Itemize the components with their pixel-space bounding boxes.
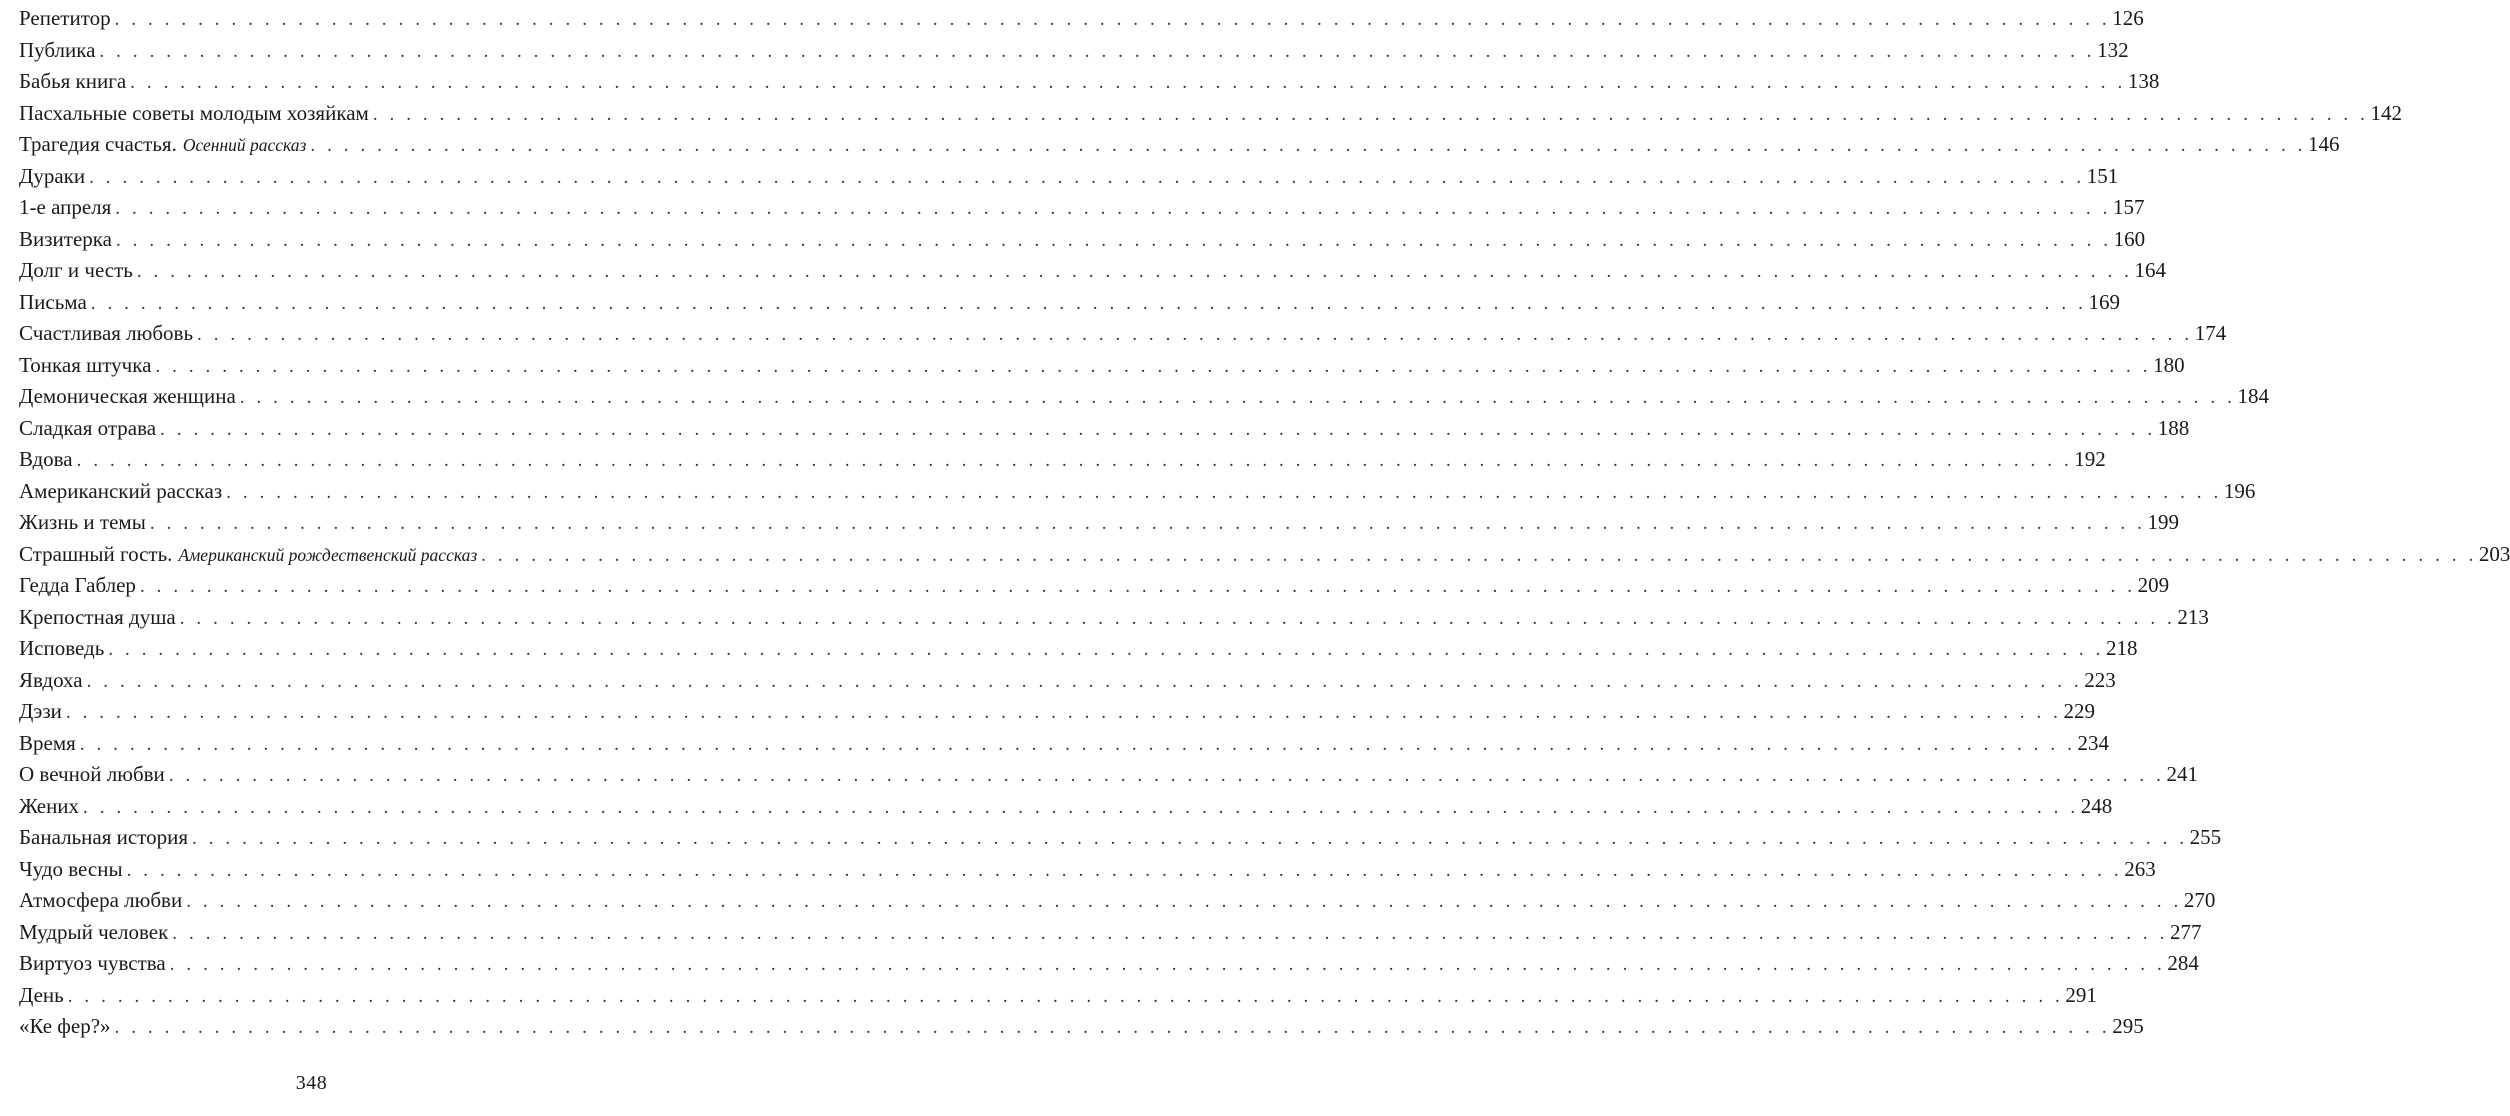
dot-leader: . . . . . . . . . . . . . . . . . . . . . . . . . . . . . . . . . . . . . . . . . . . . . . . . . . . . . . . . . . . . . . . . . . . . . . . . . . . . . . . . . . . . . . . . . . . . . . . . . . . . . . . . . . . . . . . . . . . . . . . . [115, 198, 2111, 219]
toc-entry [19, 539, 2510, 571]
toc-entry [19, 1011, 2144, 1043]
toc-entry [19, 66, 2160, 98]
dot-leader: . . . . . . . . . . . . . . . . . . . . . . . . . . . . . . . . . . . . . . . . . . . . . . . . . . . . . . . . . . . . . . . . . . . . . . . . . . . . . . . . . . . . . . . . . . . . . . . . . . . . . . . . . . . . . . . . . . . . . . . . [226, 481, 2222, 503]
toc-entry [19, 350, 2185, 382]
toc-entry-title: Репетитор [19, 6, 111, 30]
toc-entry-page: 229 [2063, 699, 2096, 723]
toc-entry-page: 241 [2166, 762, 2198, 786]
toc-entry-page: 209 [2137, 573, 2170, 597]
toc-entry-title: Гедда Габлер [19, 573, 136, 597]
toc-entry [19, 192, 2145, 224]
toc-entry-title: Бабья книга [19, 69, 127, 93]
toc-entry-page: 284 [2167, 951, 2199, 975]
toc-entry-title: Исповедь [19, 636, 105, 660]
dot-leader: . . . . . . . . . . . . . . . . . . . . . . . . . . . . . . . . . . . . . . . . . . . . . . . . . . . . . . . . . . . . . . . . . . . . . . . . . . . . . . . . . . . . . . . . . . . . . . . . . . . . . . . . . . . . . . . . . . . . . . . . [139, 576, 2136, 597]
toc-entry [19, 759, 2198, 791]
dot-leader: . . . . . . . . . . . . . . . . . . . . . . . . . . . . . . . . . . . . . . . . . . . . . . . . . . . . . . . . . . . . . . . . . . . . . . . . . . . . . . . . . . . . . . . . . . . . . . . . . . . . . . . . . . . . . . . . . . . . . . . . [114, 9, 2111, 30]
dot-leader: . . . . . . . . . . . . . . . . . . . . . . . . . . . . . . . . . . . . . . . . . . . . . . . . . . . . . . . . . . . . . . . . . . . . . . . . . . . . . . . . . . . . . . . . . . . . . . . . . . . . . . . . . . . . . . . . . . . . . . . . [136, 261, 2133, 282]
toc-entry-title: Жизнь и темы [19, 510, 146, 534]
dot-leader: . . . . . . . . . . . . . . . . . . . . . . . . . . . . . . . . . . . . . . . . . . . . . . . . . . . . . . . . . . . . . . . . . . . . . . . . . . . . . . . . . . . . . . . . . . . . . . . . . . . . . . . . . . . . . . . . . . . . . . . . [481, 544, 2477, 566]
toc-entry-page: 223 [2084, 667, 2116, 692]
toc-entry [19, 854, 2156, 886]
toc-entry-title: Дэзи [19, 699, 62, 723]
toc-entry-title: 1-е апреля [19, 195, 112, 219]
dot-leader: . . . . . . . . . . . . . . . . . . . . . . . . . . . . . . . . . . . . . . . . . . . . . . . . . . . . . . . . . . . . . . . . . . . . . . . . . . . . . . . . . . . . . . . . . . . . . . . . . . . . . . . . . . . . . . . . . . . . . . . . [169, 954, 2166, 975]
toc-entry [19, 98, 2402, 130]
toc-entry-title: Трагедия счастья. [19, 132, 177, 156]
dot-leader: . . . . . . . . . . . . . . . . . . . . . . . . . . . . . . . . . . . . . . . . . . . . . . . . . . . . . . . . . . . . . . . . . . . . . . . . . . . . . . . . . . . . . . . . . . . . . . . . . . . . . . . . . . . . . . . . . . . . . . . . [76, 450, 2073, 471]
dot-leader: . . . . . . . . . . . . . . . . . . . . . . . . . . . . . . . . . . . . . . . . . . . . . . . . . . . . . . . . . . . . . . . . . . . . . . . . . . . . . . . . . . . . . . . . . . . . . . . . . . . . . . . . . . . . . . . . . . . . . . . . [126, 859, 2123, 881]
toc-entry [19, 728, 2109, 760]
toc-entry-page: 184 [2237, 384, 2269, 408]
toc-entry-page: 295 [2112, 1014, 2144, 1038]
toc-entry-page: 157 [2112, 195, 2145, 219]
toc-entry [19, 318, 2227, 350]
dot-leader: . . . . . . . . . . . . . . . . . . . . . . . . . . . . . . . . . . . . . . . . . . . . . . . . . . . . . . . . . . . . . . . . . . . . . . . . . . . . . . . . . . . . . . . . . . . . . . . . . . . . . . . . . . . . . . . . . . . . . . . . [79, 733, 2076, 755]
dot-leader: . . . . . . . . . . . . . . . . . . . . . . . . . . . . . . . . . . . . . . . . . . . . . . . . . . . . . . . . . . . . . . . . . . . . . . . . . . . . . . . . . . . . . . . . . . . . . . . . . . . . . . . . . . . . . . . . . . . . . . . . [197, 324, 2193, 345]
dot-leader: . . . . . . . . . . . . . . . . . . . . . . . . . . . . . . . . . . . . . . . . . . . . . . . . . . . . . . . . . . . . . . . . . . . . . . . . . . . . . . . . . . . . . . . . . . . . . . . . . . . . . . . . . . . . . . . . . . . . . . . . [67, 985, 2064, 1007]
dot-leader: . . . . . . . . . . . . . . . . . . . . . . . . . . . . . . . . . . . . . . . . . . . . . . . . . . . . . . . . . . . . . . . . . . . . . . . . . . . . . . . . . . . . . . . . . . . . . . . . . . . . . . . . . . . . . . . . . . . . . . . . [310, 135, 2307, 156]
toc-entry-page: 196 [2223, 478, 2256, 503]
toc-entry-page: 248 [2080, 793, 2113, 818]
toc-entry-title: Вдова [19, 447, 73, 471]
toc-entry-page: 169 [2088, 289, 2120, 314]
toc-entry [19, 129, 2340, 161]
toc-entry-title: Демоническая женщина [19, 384, 236, 408]
dot-leader: . . . . . . . . . . . . . . . . . . . . . . . . . . . . . . . . . . . . . . . . . . . . . . . . . . . . . . . . . . . . . . . . . . . . . . . . . . . . . . . . . . . . . . . . . . . . . . . . . . . . . . . . . . . . . . . . . . . . . . . . [192, 828, 2188, 849]
toc-entry-page: 142 [2370, 100, 2402, 125]
dot-leader: . . . . . . . . . . . . . . . . . . . . . . . . . . . . . . . . . . . . . . . . . . . . . . . . . . . . . . . . . . . . . . . . . . . . . . . . . . . . . . . . . . . . . . . . . . . . . . . . . . . . . . . . . . . . . . . . . . . . . . . . [239, 387, 2236, 408]
toc-entry [19, 822, 2222, 854]
toc-entry-title: Виртуоз чувства [19, 951, 166, 975]
toc-entry [19, 444, 2106, 476]
toc-entry-page: 126 [2112, 6, 2144, 30]
dot-leader: . . . . . . . . . . . . . . . . . . . . . . . . . . . . . . . . . . . . . . . . . . . . . . . . . . . . . . . . . . . . . . . . . . . . . . . . . . . . . . . . . . . . . . . . . . . . . . . . . . . . . . . . . . . . . . . . . . . . . . . . [99, 40, 2096, 62]
toc-entry-subtitle: Американский рождественский рассказ [178, 544, 478, 565]
toc-entry-title: Крепостная душа [19, 604, 176, 629]
toc-entry-page: 192 [2074, 447, 2106, 471]
toc-entry-title: День [19, 982, 64, 1007]
dot-leader: . . . . . . . . . . . . . . . . . . . . . . . . . . . . . . . . . . . . . . . . . . . . . . . . . . . . . . . . . . . . . . . . . . . . . . . . . . . . . . . . . . . . . . . . . . . . . . . . . . . . . . . . . . . . . . . . . . . . . . . . [65, 702, 2062, 723]
dot-leader: . . . . . . . . . . . . . . . . . . . . . . . . . . . . . . . . . . . . . . . . . . . . . . . . . . . . . . . . . . . . . . . . . . . . . . . . . . . . . . . . . . . . . . . . . . . . . . . . . . . . . . . . . . . . . . . . . . . . . . . . [155, 355, 2152, 377]
toc-entry-page: 263 [2124, 856, 2156, 881]
toc-entry-page: 270 [2183, 888, 2216, 912]
toc-entry-page: 151 [2086, 163, 2119, 188]
table-of-contents [19, 3, 2510, 1043]
dot-leader: . . . . . . . . . . . . . . . . . . . . . . . . . . . . . . . . . . . . . . . . . . . . . . . . . . . . . . . . . . . . . . . . . . . . . . . . . . . . . . . . . . . . . . . . . . . . . . . . . . . . . . . . . . . . . . . . . . . . . . . . [89, 166, 2085, 188]
page-number: 348 [295, 1072, 328, 1094]
toc-entry-title: Время [19, 730, 76, 755]
toc-entry-page: 291 [2065, 982, 2097, 1007]
toc-entry-page: 234 [2077, 730, 2109, 755]
toc-entry-title: Публика [19, 37, 96, 62]
dot-leader: . . . . . . . . . . . . . . . . . . . . . . . . . . . . . . . . . . . . . . . . . . . . . . . . . . . . . . . . . . . . . . . . . . . . . . . . . . . . . . . . . . . . . . . . . . . . . . . . . . . . . . . . . . . . . . . . . . . . . . . . [108, 639, 2104, 660]
toc-entry [19, 980, 2097, 1012]
toc-entry [19, 602, 2209, 634]
toc-entry [19, 696, 2096, 728]
toc-entry-title: Мудрый человек [19, 919, 169, 944]
toc-entry [19, 381, 2269, 413]
toc-entry-title: Сладкая отрава [19, 415, 157, 440]
toc-entry-page: 138 [2127, 69, 2160, 93]
toc-entry-page: 160 [2113, 226, 2146, 251]
toc-entry-title: Визитерка [19, 226, 112, 251]
toc-entry-page: 146 [2308, 132, 2340, 156]
toc-entry [19, 3, 2144, 35]
toc-entry-title: О вечной любви [19, 762, 165, 786]
dot-leader: . . . . . . . . . . . . . . . . . . . . . . . . . . . . . . . . . . . . . . . . . . . . . . . . . . . . . . . . . . . . . . . . . . . . . . . . . . . . . . . . . . . . . . . . . . . . . . . . . . . . . . . . . . . . . . . . . . . . . . . . [83, 796, 2079, 818]
toc-entry [19, 885, 2216, 917]
toc-entry-subtitle: Осенний рассказ [182, 135, 307, 155]
toc-entry-page: 180 [2153, 352, 2185, 377]
toc-entry [19, 665, 2116, 697]
dot-leader: . . . . . . . . . . . . . . . . . . . . . . . . . . . . . . . . . . . . . . . . . . . . . . . . . . . . . . . . . . . . . . . . . . . . . . . . . . . . . . . . . . . . . . . . . . . . . . . . . . . . . . . . . . . . . . . . . . . . . . . . [86, 670, 2083, 692]
toc-entry-title: Тонкая штучка [19, 352, 152, 377]
toc-entry [19, 161, 2119, 193]
dot-leader: . . . . . . . . . . . . . . . . . . . . . . . . . . . . . . . . . . . . . . . . . . . . . . . . . . . . . . . . . . . . . . . . . . . . . . . . . . . . . . . . . . . . . . . . . . . . . . . . . . . . . . . . . . . . . . . . . . . . . . . . [168, 765, 2165, 786]
dot-leader: . . . . . . . . . . . . . . . . . . . . . . . . . . . . . . . . . . . . . . . . . . . . . . . . . . . . . . . . . . . . . . . . . . . . . . . . . . . . . . . . . . . . . . . . . . . . . . . . . . . . . . . . . . . . . . . . . . . . . . . . [149, 513, 2146, 534]
toc-entry [19, 570, 2170, 602]
toc-entry-title: Банальная история [19, 825, 189, 849]
toc-entry-title: Жених [19, 793, 80, 818]
toc-entry-page: 188 [2157, 415, 2190, 440]
dot-leader: . . . . . . . . . . . . . . . . . . . . . . . . . . . . . . . . . . . . . . . . . . . . . . . . . . . . . . . . . . . . . . . . . . . . . . . . . . . . . . . . . . . . . . . . . . . . . . . . . . . . . . . . . . . . . . . . . . . . . . . . [179, 607, 2176, 629]
dot-leader: . . . . . . . . . . . . . . . . . . . . . . . . . . . . . . . . . . . . . . . . . . . . . . . . . . . . . . . . . . . . . . . . . . . . . . . . . . . . . . . . . . . . . . . . . . . . . . . . . . . . . . . . . . . . . . . . . . . . . . . . [90, 292, 2087, 314]
toc-entry-page: 213 [2177, 604, 2209, 629]
toc-entry [19, 255, 2167, 287]
toc-entry [19, 224, 2146, 256]
toc-entry-page: 174 [2194, 321, 2227, 345]
toc-entry-page: 203 [2478, 541, 2510, 566]
toc-entry-page: 164 [2134, 258, 2167, 282]
dot-leader: . . . . . . . . . . . . . . . . . . . . . . . . . . . . . . . . . . . . . . . . . . . . . . . . . . . . . . . . . . . . . . . . . . . . . . . . . . . . . . . . . . . . . . . . . . . . . . . . . . . . . . . . . . . . . . . . . . . . . . . . [160, 418, 2156, 440]
toc-entry [19, 791, 2113, 823]
dot-leader: . . . . . . . . . . . . . . . . . . . . . . . . . . . . . . . . . . . . . . . . . . . . . . . . . . . . . . . . . . . . . . . . . . . . . . . . . . . . . . . . . . . . . . . . . . . . . . . . . . . . . . . . . . . . . . . . . . . . . . . . [186, 891, 2182, 912]
toc-entry-title: Американский рассказ [19, 478, 223, 503]
toc-entry-page: 199 [2147, 510, 2179, 534]
dot-leader: . . . . . . . . . . . . . . . . . . . . . . . . . . . . . . . . . . . . . . . . . . . . . . . . . . . . . . . . . . . . . . . . . . . . . . . . . . . . . . . . . . . . . . . . . . . . . . . . . . . . . . . . . . . . . . . . . . . . . . . . [172, 922, 2168, 944]
toc-entry [19, 35, 2129, 67]
toc-entry-page: 132 [2097, 37, 2129, 62]
toc-entry-title: Счастливая любовь [19, 321, 194, 345]
toc-entry-title: Дураки [19, 163, 86, 188]
dot-leader: . . . . . . . . . . . . . . . . . . . . . . . . . . . . . . . . . . . . . . . . . . . . . . . . . . . . . . . . . . . . . . . . . . . . . . . . . . . . . . . . . . . . . . . . . . . . . . . . . . . . . . . . . . . . . . . . . . . . . . . . [130, 72, 2126, 93]
toc-entry [19, 948, 2199, 980]
dot-leader: . . . . . . . . . . . . . . . . . . . . . . . . . . . . . . . . . . . . . . . . . . . . . . . . . . . . . . . . . . . . . . . . . . . . . . . . . . . . . . . . . . . . . . . . . . . . . . . . . . . . . . . . . . . . . . . . . . . . . . . . [114, 1017, 2111, 1038]
toc-entry [19, 633, 2138, 665]
toc-entry-title: Страшный гость. [19, 541, 173, 566]
toc-entry-title: Чудо весны [19, 856, 123, 881]
toc-entry [19, 287, 2120, 319]
toc-entry-title: Пасхальные советы молодым хозяйкам [19, 100, 369, 125]
toc-entry-title: Явдоха [19, 667, 83, 692]
dot-leader: . . . . . . . . . . . . . . . . . . . . . . . . . . . . . . . . . . . . . . . . . . . . . . . . . . . . . . . . . . . . . . . . . . . . . . . . . . . . . . . . . . . . . . . . . . . . . . . . . . . . . . . . . . . . . . . . . . . . . . . . [115, 229, 2112, 251]
toc-entry-page: 277 [2169, 919, 2202, 944]
toc-entry-title: Долг и честь [19, 258, 133, 282]
toc-entry-title: Письма [19, 289, 87, 314]
toc-entry [19, 507, 2179, 539]
dot-leader: . . . . . . . . . . . . . . . . . . . . . . . . . . . . . . . . . . . . . . . . . . . . . . . . . . . . . . . . . . . . . . . . . . . . . . . . . . . . . . . . . . . . . . . . . . . . . . . . . . . . . . . . . . . . . . . . . . . . . . . . [372, 103, 2369, 125]
toc-entry-title: Атмосфера любви [19, 888, 183, 912]
toc-entry-page: 218 [2105, 636, 2138, 660]
toc-entry [19, 476, 2256, 508]
toc-entry-page: 255 [2189, 825, 2222, 849]
toc-entry-title: «Ке фер?» [19, 1014, 111, 1038]
toc-entry [19, 917, 2202, 949]
toc-entry [19, 413, 2190, 445]
